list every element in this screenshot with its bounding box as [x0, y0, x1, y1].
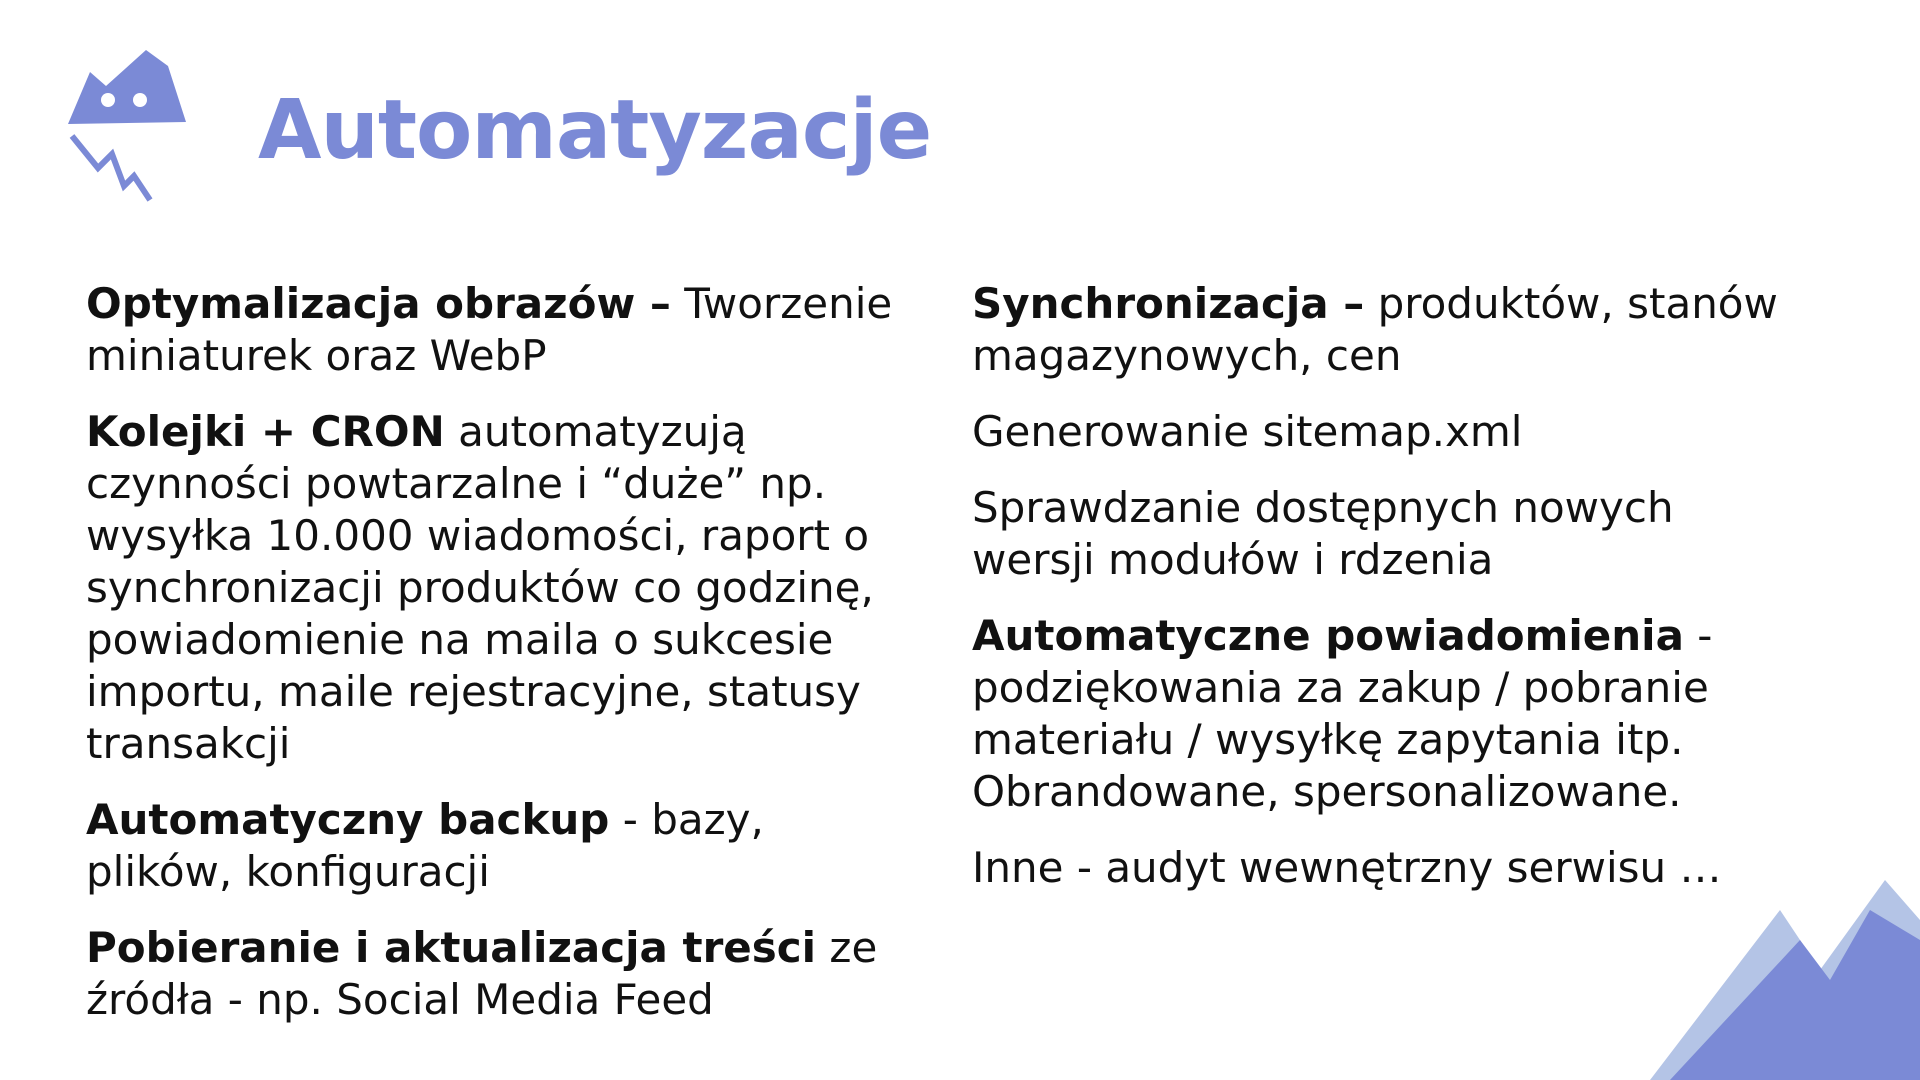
list-item: Pobieranie i aktualizacja treści ze źródła - np. Social Media Feed [86, 923, 878, 1024]
mountain-decoration-icon [1630, 850, 1920, 1080]
list-item: Sprawdzanie dostępnych nowych wersji modułów i rdzenia [972, 483, 1674, 584]
list-item: Kolejki + CRON automatyzują czynności powtarzalne i “duże” np. wysyłka 10.000 wiadomości, raport o synchronizacji produktów co godzinę, powiadomienie na maila o sukcesie importu, maile rejestracyjne, statusy transakcji [86, 407, 874, 768]
list-item: Synchronizacja – produktów, stanów magazynowych, cen [972, 279, 1778, 380]
left-column [86, 278, 906, 1050]
list-item: Generowanie sitemap.xml [972, 407, 1523, 456]
list-item: Automatyczny backup - bazy, plików, konfiguracji [86, 795, 764, 896]
list-item: Inne - audyt wewnętrzny serwisu … [972, 843, 1722, 892]
mascot-logo-icon [68, 50, 198, 212]
list-item: Automatyczne powiadomienia - podziękowania za zakup / pobranie materiału / wysyłkę zapytania itp. Obrandowane, spersonalizowane. [972, 611, 1713, 816]
right-column [972, 278, 1792, 918]
page-title: Automatyzacje [258, 83, 932, 178]
list-item: Optymalizacja obrazów – Tworzenie miniaturek oraz WebP [86, 279, 893, 380]
